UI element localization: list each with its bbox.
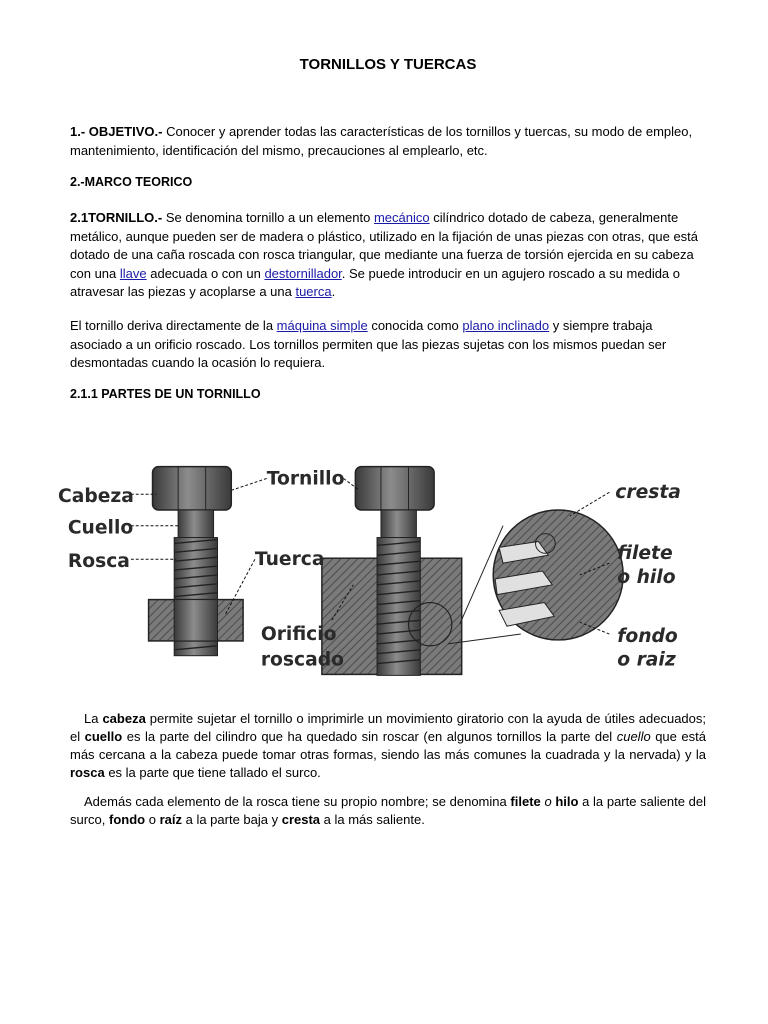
tornillo-definition-paragraph bbox=[70, 209, 706, 302]
middle-screw-drawing bbox=[322, 467, 462, 676]
label-tornillo: Tornillo bbox=[266, 468, 345, 490]
ademas-paragraph bbox=[70, 793, 706, 829]
text-run: que está más cercana a la cabeza puede tomar otras formas, siendo las más comunes la cuadrada y la nervada) y la bbox=[70, 729, 706, 762]
marco-teorico-heading: 2.-MARCO TEORICO bbox=[70, 175, 193, 189]
link-plano-inclinado[interactable]: plano inclinado bbox=[462, 318, 550, 333]
label-o-hilo: o hilo bbox=[617, 566, 676, 588]
document-title: TORNILLOS Y TUERCAS bbox=[299, 56, 477, 73]
text-run: a la más saliente. bbox=[320, 812, 425, 827]
text-run: a la parte saliente del surco, bbox=[70, 794, 706, 827]
text-run: a la parte baja y bbox=[181, 812, 282, 827]
link-mecanico[interactable]: mecánico bbox=[373, 210, 430, 225]
label-cuello: Cuello bbox=[67, 517, 134, 539]
bold-term: raíz bbox=[159, 812, 182, 827]
screw-parts-illustration bbox=[58, 455, 698, 690]
bold-term: cuello bbox=[84, 729, 123, 744]
objetivo-paragraph bbox=[70, 123, 706, 160]
bold-term: fondo bbox=[109, 812, 146, 827]
text-run: permite sujetar el tornillo o imprimirle un movimiento giratorio con la ayuda de útiles adecuados; el bbox=[70, 711, 707, 744]
text-run: La bbox=[84, 711, 103, 726]
bold-term: cresta bbox=[281, 812, 321, 827]
text-run: y siempre trabaja asociado a un orificio roscado. Los tornillos permiten que las piezas sujetas con los mismos puedan ser desmontadas cuando la ocasión lo requiera. bbox=[70, 318, 667, 370]
bold-term: hilo bbox=[555, 794, 579, 809]
thread-detail-drawing bbox=[448, 510, 623, 644]
text-run: Además cada elemento de la rosca tiene su propio nombre; se denomina bbox=[84, 794, 511, 809]
bold-term: rosca bbox=[70, 765, 105, 780]
label-orificio: Orificio bbox=[260, 623, 337, 645]
text-run: . Se puede introducir en un agujero roscado a su medida o atravesar las piezas y acoplarse a una bbox=[70, 265, 681, 299]
text-run: o bbox=[145, 812, 160, 827]
link-llave[interactable]: llave bbox=[119, 265, 147, 281]
label-cabeza: Cabeza bbox=[58, 486, 134, 508]
objetivo-label: 1.- OBJETIVO.- bbox=[70, 124, 163, 139]
text-run: es la parte del cilindro que ha quedado sin roscar (en algunos tornillos la parte del bbox=[122, 729, 617, 744]
link-destornillador[interactable]: destornillador bbox=[264, 265, 342, 281]
text-run: El tornillo deriva directamente de la bbox=[70, 318, 277, 333]
label-roscado: roscado bbox=[260, 649, 344, 671]
label-rosca: Rosca bbox=[67, 551, 130, 573]
left-screw-drawing bbox=[149, 467, 244, 656]
label-tuerca: Tuerca bbox=[254, 549, 325, 571]
bold-term: filete bbox=[510, 794, 541, 809]
text-run: es la parte que tiene tallado el surco. bbox=[104, 765, 321, 780]
cabeza-paragraph bbox=[70, 710, 706, 782]
text-run: conocida como bbox=[367, 318, 463, 333]
objetivo-text: Conocer y aprender todas las características de los tornillos y tuercas, su modo de empleo, mantenimiento, identificación del mismo, precauciones al emplearlo, etc. bbox=[70, 124, 693, 158]
tornillo-label: 2.1TORNILLO.- bbox=[70, 210, 163, 225]
label-fondo: fondo bbox=[617, 625, 678, 647]
italic-term: o bbox=[544, 794, 552, 809]
link-maquina-simple[interactable]: máquina simple bbox=[276, 318, 368, 333]
text-run: . bbox=[331, 284, 336, 299]
text-run: Se denomina tornillo a un elemento bbox=[162, 210, 374, 225]
italic-term: cuello bbox=[616, 729, 651, 744]
label-cresta: cresta bbox=[615, 482, 681, 504]
partes-heading: 2.1.1 PARTES DE UN TORNILLO bbox=[70, 387, 261, 401]
label-filete: filete bbox=[617, 543, 673, 565]
label-o-raiz: o raiz bbox=[617, 649, 676, 671]
deriva-paragraph bbox=[70, 317, 706, 373]
text-run: adecuada o con un bbox=[146, 265, 265, 281]
link-tuerca[interactable]: tuerca bbox=[295, 284, 332, 299]
text-run: cilíndrico dotado de cabeza, generalmente metálico, aunque pueden ser de madera o plástico, utilizado en la fijación de unas piezas con otras, que está dotado de una caña roscada con rosca triangular, que mediante una fuerza de torsión ejercida en su cabeza con una bbox=[70, 210, 699, 281]
bold-term: cabeza bbox=[102, 711, 146, 726]
